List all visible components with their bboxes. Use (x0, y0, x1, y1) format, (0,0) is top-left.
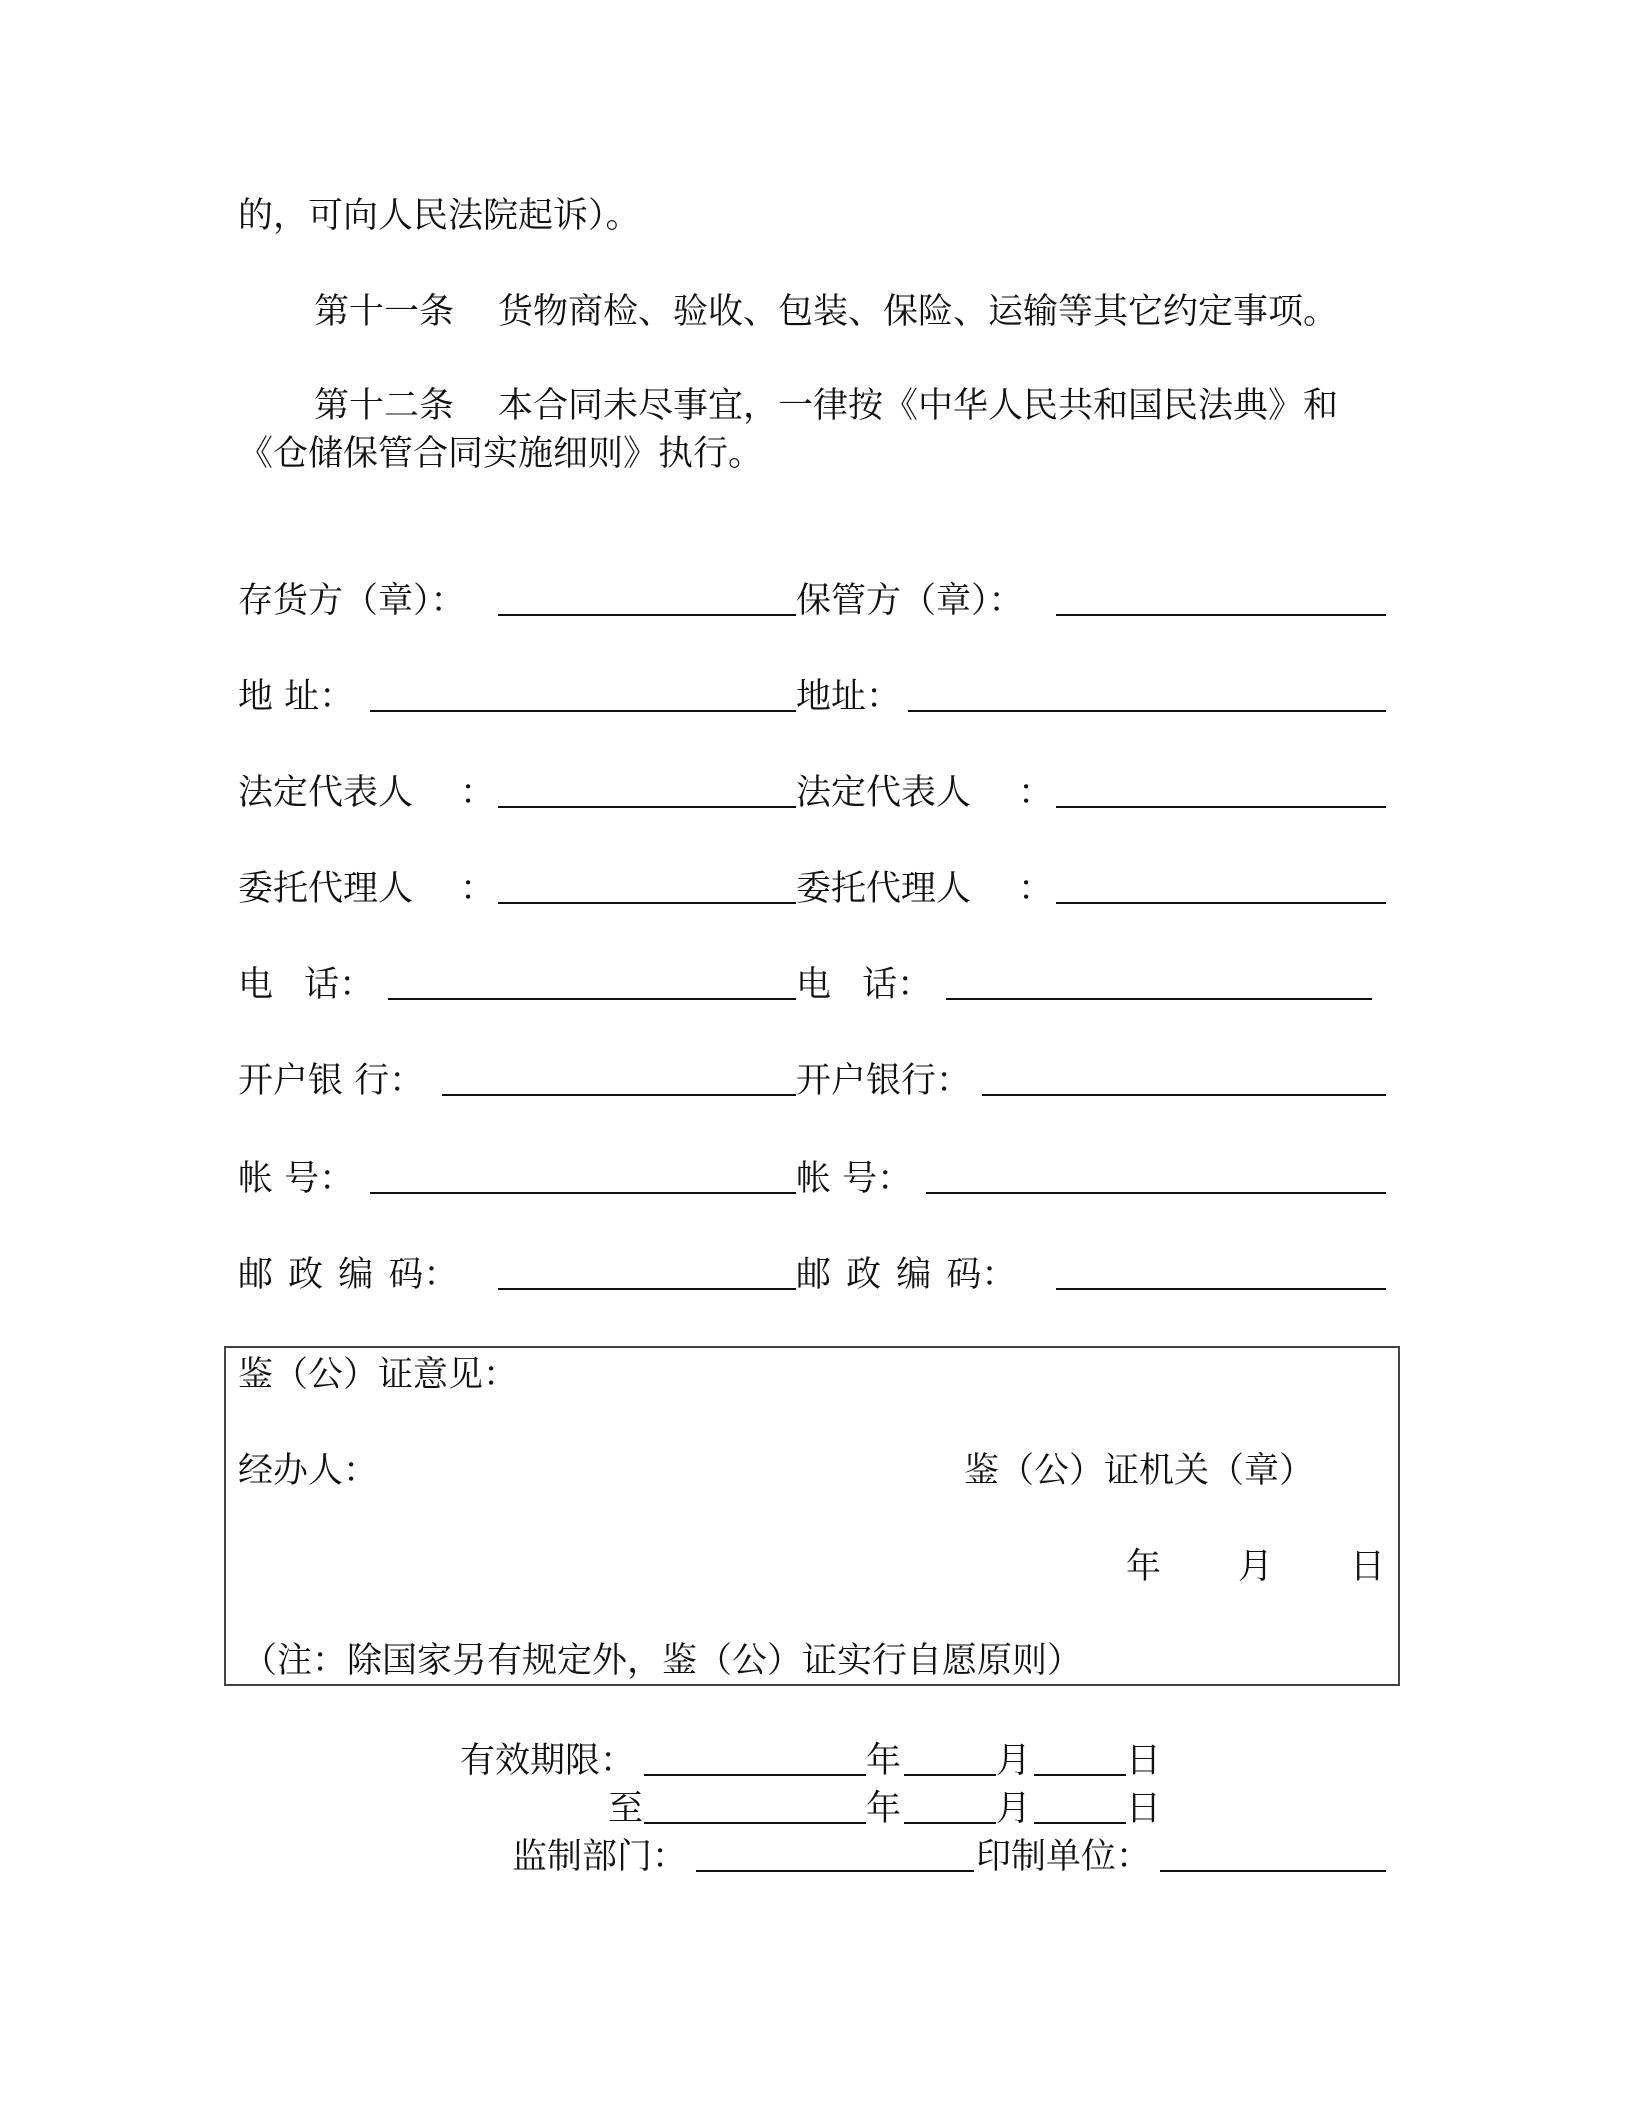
article-12-title: 第十二条 (314, 386, 455, 426)
depositor-postcode-field[interactable] (498, 1288, 796, 1290)
notary-year-label: 年 (1126, 1547, 1162, 1587)
supervisor-field[interactable] (696, 1870, 974, 1872)
article-11-title: 第十一条 (314, 292, 455, 332)
depositor-party-label: 存货方（章）： (238, 581, 466, 621)
article-11-text: 货物商检、验收、包装、保险、运输等其它约定事项。 (498, 292, 1339, 332)
depositor-phone-field[interactable] (388, 998, 796, 1000)
depositor-bank-label: 开户银 行： (238, 1061, 425, 1101)
custodian-bank-label: 开户银行： (796, 1061, 972, 1101)
custodian-phone-field[interactable] (946, 998, 1372, 1000)
notary-box (224, 1346, 1400, 1686)
depositor-postcode-label: 邮 政 编 码： (238, 1255, 459, 1295)
notary-handler-label: 经办人： (238, 1451, 379, 1491)
custodian-account-label: 帐 号： (796, 1159, 913, 1199)
validity-end-day-field[interactable] (1034, 1822, 1126, 1824)
depositor-agent-colon: ： (460, 869, 496, 909)
custodian-agent-field[interactable] (1056, 902, 1386, 904)
custodian-postcode-field[interactable] (1056, 1288, 1386, 1290)
depositor-account-label: 帐 号： (238, 1159, 355, 1199)
depositor-agent-field[interactable] (498, 902, 796, 904)
depositor-account-field[interactable] (370, 1192, 796, 1194)
validity-start-day-field[interactable] (1034, 1774, 1126, 1776)
printer-field[interactable] (1160, 1870, 1386, 1872)
custodian-party-field[interactable] (1056, 614, 1386, 616)
custodian-agent-colon: ： (1018, 869, 1054, 909)
supervisor-label: 监制部门： (512, 1837, 688, 1877)
validity-start-month-unit: 月 (996, 1741, 1032, 1781)
depositor-legal-rep-label: 法定代表人 (238, 773, 414, 813)
clause-continuation: 的，可向人民法院起诉）。 (238, 196, 641, 236)
depositor-party-field[interactable] (498, 614, 796, 616)
custodian-address-label: 地址： (796, 677, 902, 717)
depositor-address-field[interactable] (370, 710, 796, 712)
validity-start-year-field[interactable] (644, 1774, 866, 1776)
custodian-legal-rep-field[interactable] (1056, 806, 1386, 808)
notary-authority-label: 鉴（公）证机关（章） (964, 1451, 1315, 1491)
article-12-text-line2: 《仓储保管合同实施细则》执行。 (238, 434, 764, 474)
custodian-postcode-label: 邮 政 编 码： (796, 1255, 1017, 1295)
article-12-text-line1: 本合同未尽事宜，一律按《中华人民共和国民法典》和 (498, 386, 1339, 426)
validity-start-month-field[interactable] (904, 1774, 996, 1776)
validity-end-month-unit: 月 (996, 1789, 1032, 1829)
custodian-bank-field[interactable] (982, 1094, 1386, 1096)
notary-opinion-label: 鉴（公）证意见： (238, 1355, 519, 1395)
validity-start-day-unit: 日 (1126, 1741, 1162, 1781)
custodian-address-field[interactable] (908, 710, 1386, 712)
depositor-phone-label: 电 话： (238, 965, 375, 1005)
notary-month-label: 月 (1238, 1547, 1274, 1587)
custodian-legal-rep-label: 法定代表人 (796, 773, 972, 813)
printer-label: 印制单位： (976, 1837, 1152, 1877)
depositor-address-label: 地 址： (238, 677, 355, 717)
validity-to-label: 至 (608, 1789, 644, 1829)
custodian-account-field[interactable] (926, 1192, 1386, 1194)
custodian-phone-label: 电 话： (796, 965, 933, 1005)
depositor-bank-field[interactable] (442, 1094, 796, 1096)
validity-label: 有效期限： (460, 1741, 636, 1781)
validity-end-year-unit: 年 (866, 1789, 902, 1829)
depositor-agent-label: 委托代理人 (238, 869, 414, 909)
custodian-party-label: 保管方（章）： (796, 581, 1024, 621)
depositor-legal-rep-field[interactable] (498, 806, 796, 808)
custodian-agent-label: 委托代理人 (796, 869, 972, 909)
custodian-legal-rep-colon: ： (1018, 773, 1054, 813)
notary-day-label: 日 (1350, 1547, 1386, 1587)
depositor-legal-rep-colon: ： (460, 773, 496, 813)
notary-note: （注：除国家另有规定外，鉴（公）证实行自愿原则） (242, 1641, 1083, 1681)
validity-end-day-unit: 日 (1126, 1789, 1162, 1829)
validity-end-year-field[interactable] (644, 1822, 866, 1824)
validity-end-month-field[interactable] (904, 1822, 996, 1824)
validity-start-year-unit: 年 (866, 1741, 902, 1781)
